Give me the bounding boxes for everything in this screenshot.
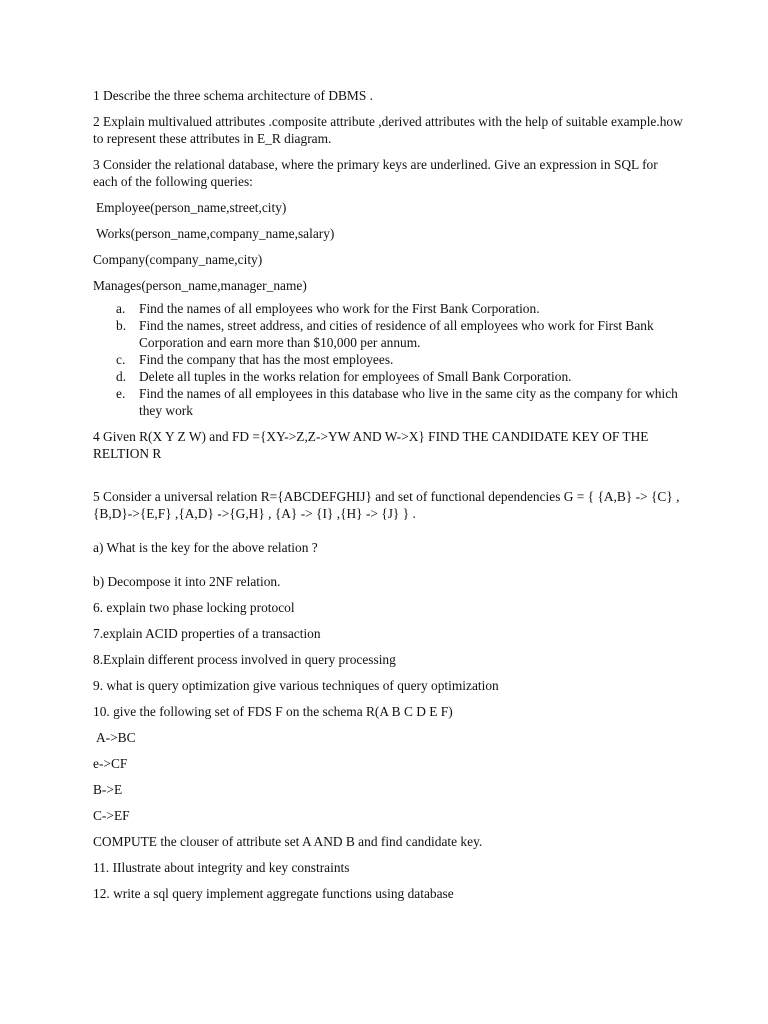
list-item-text: Delete all tuples in the works relation for employees of Small Bank Corporation.	[139, 369, 572, 384]
list-item	[93, 317, 683, 351]
question-8: 8.Explain different process involved in query processing	[93, 652, 396, 667]
list-marker: d.	[116, 369, 127, 384]
relation-manages: Manages(person_name,manager_name)	[93, 278, 307, 293]
list-item-text: Find the names, street address, and cities of residence of all employees who work for First Bank Corporation and earn more than $10,000 per annum.	[139, 318, 654, 350]
question-1: 1 Describe the three schema architecture of DBMS .	[93, 88, 373, 103]
list-marker: c.	[116, 352, 126, 367]
list-item	[93, 385, 683, 419]
question-2: 2 Explain multivalued attributes .composite attribute ,derived attributes with the help of suitable example.how to represent these attributes in E_R diagram.	[93, 114, 683, 146]
relation-company: Company(company_name,city)	[93, 252, 263, 267]
question-11: 11. IIlustrate about integrity and key constraints	[93, 860, 350, 875]
question-10: 10. give the following set of FDS F on the schema R(A B C D E F)	[93, 704, 453, 719]
question-4: 4 Given R(X Y Z W) and FD ={XY->Z,Z->YW AND W->X} FIND THE CANDIDATE KEY OF THE RELTION R	[93, 429, 649, 461]
list-item	[93, 368, 683, 385]
list-item-text: Find the names of all employees in this database who live in the same city as the company for which they work	[139, 386, 678, 418]
list-item-text: Find the company that has the most employees.	[139, 352, 394, 367]
list-marker: e.	[116, 386, 126, 401]
fd-e-cf: e->CF	[93, 756, 128, 771]
list-item	[93, 300, 683, 317]
question-3: 3 Consider the relational database, where the primary keys are underlined. Give an expression in SQL for each of the following queries:	[93, 157, 658, 189]
question-12: 12. write a sql query implement aggregate functions using database	[93, 886, 454, 901]
question-5b: b) Decompose it into 2NF relation.	[93, 574, 281, 589]
question-7: 7.explain ACID properties of a transaction	[93, 626, 321, 641]
list-item-text: Find the names of all employees who work for the First Bank Corporation.	[139, 301, 540, 316]
question-10-task: COMPUTE the clouser of attribute set A AND B and find candidate key.	[93, 834, 483, 849]
list-item	[93, 351, 683, 368]
fd-b-e: B->E	[93, 782, 123, 797]
relation-employee: Employee(person_name,street,city)	[96, 200, 287, 215]
list-marker: a.	[116, 301, 126, 316]
list-marker: b.	[116, 318, 127, 333]
fd-c-ef: C->EF	[93, 808, 130, 823]
question-3-parts	[93, 300, 683, 419]
question-5a: a) What is the key for the above relation ?	[93, 540, 318, 555]
question-list	[93, 87, 683, 911]
question-9: 9. what is query optimization give various techniques of query optimization	[93, 678, 499, 693]
relation-works: Works(person_name,company_name,salary)	[96, 226, 335, 241]
question-6: 6. explain two phase locking protocol	[93, 600, 295, 615]
fd-a-bc: A->BC	[96, 730, 136, 745]
question-5: 5 Consider a universal relation R={ABCDEFGHIJ} and set of functional dependencies G = { {A,B} -> {C} , {B,D}->{E,F} ,{A,D} ->{G,H} , {A} -> {I} ,{H} -> {J} } .	[93, 489, 680, 521]
